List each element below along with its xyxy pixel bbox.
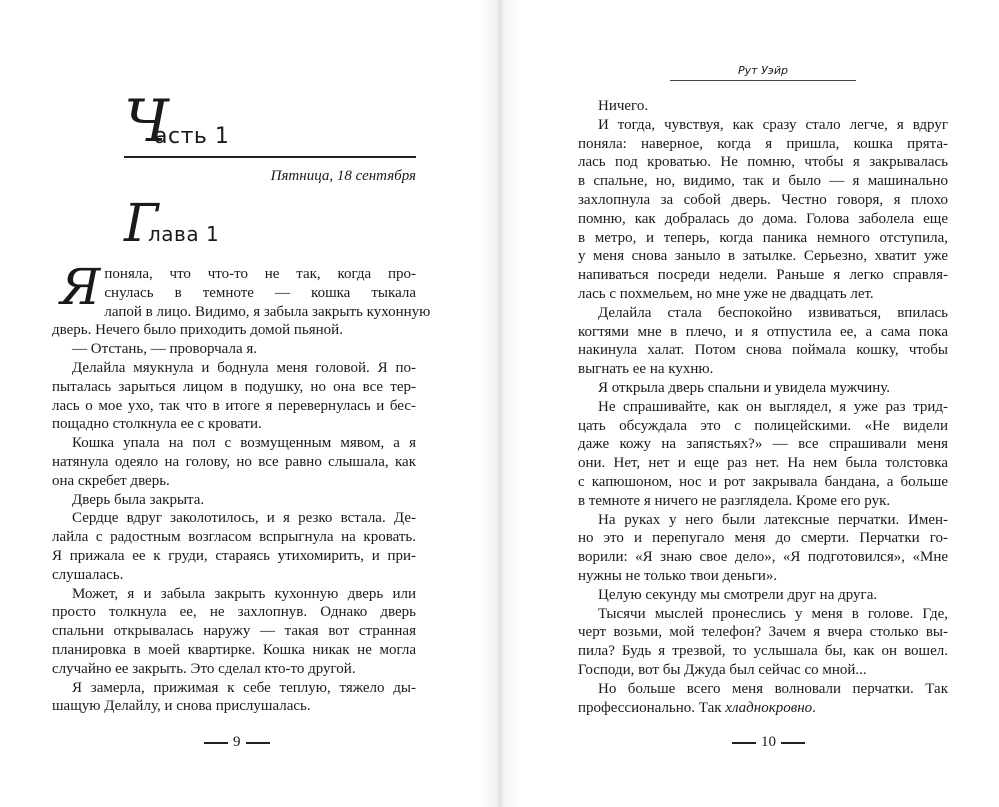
text-line: шащую Делайлу, и снова прислушалась. [52, 698, 311, 715]
text-line: натянула одеяло на голову, но все равно слышала, как [52, 453, 416, 470]
right-page-body [578, 97, 948, 717]
text-line: у меня снова заныло в затылке. Серьезно, хватит уже [578, 248, 948, 265]
text-line: Сердце вдруг заколотилось, и я резко встала. Де- [72, 510, 416, 527]
left-page [0, 0, 497, 807]
text-line: просто толкнула ее, не захлопнув. Однако дверь [52, 604, 416, 621]
text-line: Но больше всего меня волновали перчатки. Так [598, 680, 948, 697]
text-line: пощадно столкнула ее с кровати. [52, 416, 262, 433]
page-number-dash [781, 742, 805, 744]
text-line: лайла с радостным возгласом вспрыгнула на кровать. [52, 529, 416, 546]
left-page-lines [52, 303, 431, 717]
text-line: Кошка упала на пол с возмущенным мявом, а я [72, 435, 416, 452]
page-number-dash [246, 742, 270, 744]
drop-cap: Я [60, 258, 101, 316]
text-line: накинула халат. Потом снова поймала кошку, чтобы [578, 342, 948, 359]
text-line: Тысячи мыслей пронеслись у меня в голове. Где, [598, 605, 948, 622]
page-number-value: 10 [761, 734, 776, 750]
text-line: лапой в лицо. Видимо, я забыла закрыть кухонную [104, 303, 431, 320]
text-line: с капюшоном, нос и рот закрывала бандана, а больше [578, 473, 948, 490]
text-line: Не спрашивайте, как он выглядел, я уже раз трид- [598, 398, 948, 415]
text-line: в темноте я ничего не разглядела. Кроме его рук. [578, 492, 891, 509]
text-line: лась о мое ухо, так что в итоге я перевернулась и бес- [52, 397, 416, 414]
page-number-dash [204, 742, 228, 744]
chapter-title-text: лава 1 [148, 222, 220, 246]
text-line: — Отстань, — проворчала я. [72, 341, 258, 358]
text-line: пыталась зарыться лицом в подушку, но она все тер- [52, 378, 416, 395]
text-line: лась с похмельем, но мне уже не двадцать лет. [578, 285, 874, 302]
text-line: в метро, и теперь, когда паника немного отступила, [578, 229, 948, 246]
text-line: цать обсуждала это с полицейскими. «Не видели [578, 417, 948, 434]
page-number-dash [732, 742, 756, 744]
text-line: они. Нет, нет и еще раз нет. На нем была толстовка [578, 455, 948, 472]
text-line: помню, как добралась до дома. Голова заболела еще [578, 210, 948, 227]
text-line: Может, я и забыла закрыть кухонную дверь или [72, 585, 416, 602]
left-page-body [52, 258, 431, 716]
final-line-italic: хладнокровно [725, 699, 813, 716]
text-line: в спальне, но, видимо, так и было — я машинально [578, 173, 948, 190]
text-line: пила? Будь я трезвой, то услышала бы, как он вошел. [578, 643, 948, 660]
text-line: слушалась. [52, 566, 124, 583]
final-line-plain: профессионально. Так [578, 699, 726, 716]
text-line: поняла: наверное, когда я пришла, кошка прята- [578, 135, 948, 152]
text-line: планировка в моей квартирке. Кошка никак не могла [52, 641, 416, 658]
text-line: Делайла стала беспокойно извиваться, впилась [598, 304, 948, 321]
final-line-end: . [812, 699, 816, 716]
running-header: Рут Уэйр [670, 64, 856, 81]
page-number-right [732, 734, 805, 751]
text-line: Ничего. [598, 98, 649, 114]
text-line: Господи, вот бы Джуда был сейчас со мной... [578, 661, 867, 678]
text-line: выгнать ее на кухню. [578, 361, 714, 378]
page-number-left [204, 734, 270, 751]
text-line: ворили: «Я знаю свое дело», «Я подготовился», «Мне [578, 549, 948, 566]
text-line: лась под кроватью. Не помню, чтобы я закрывалась [578, 154, 948, 171]
text-line: случайно ее закрыть. Это сделал кто-то другой. [52, 660, 356, 677]
text-line: Я замерла, прижимая к себе теплую, тяжело ды- [72, 679, 416, 696]
chapter-title [124, 194, 416, 258]
text-line: снулась в темноте — кошка тыкала [104, 284, 416, 301]
text-line: напиваться посреди недели. Раньше я легко справля- [578, 267, 948, 284]
text-line: захлопнула за собой дверь. Честно говоря, я плохо [578, 191, 948, 208]
text-line: Дверь была закрыта. [72, 491, 205, 508]
text-line: она скребет дверь. [52, 472, 170, 489]
text-line: Целую секунду мы смотрели друг на друга. [598, 586, 878, 603]
text-line: поняла, что что-то не так, когда про- [104, 266, 416, 282]
text-line: На руках у него были латексные перчатки. Имен- [598, 511, 948, 528]
page-number-value: 9 [233, 734, 241, 750]
text-line: но это и перепугало меня до смерти. Перчатки го- [578, 530, 948, 547]
right-page-lines [578, 97, 948, 699]
text-line: когтями мне в плечо, и я отпустила ее, а сама пока [578, 323, 948, 340]
part-title-initial: Ч [124, 87, 169, 155]
text-line: даже кожу на запястьях?» — все спрашивали меня [578, 436, 948, 453]
text-line: спальни открывалась наружу — такая вот странная [52, 623, 416, 640]
text-line: нужны не только твои деньги». [578, 567, 778, 584]
part-title [124, 87, 416, 158]
text-line: дверь. Нечего было приходить домой пьяной. [52, 322, 343, 339]
text-line [578, 699, 948, 718]
text-line: Я прижала ее к груди, стараясь утихомирить, и при- [52, 547, 416, 564]
text-line: Я открыла дверь спальни и увидела мужчину. [598, 379, 891, 396]
chapter-date: Пятница, 18 сентября [270, 168, 416, 184]
part-title-text: асть 1 [154, 124, 230, 149]
text-line: Делайла мяукнула и боднула меня головой. Я по- [72, 359, 416, 376]
text-line: И тогда, чувствуя, как сразу стало легче, я вдруг [598, 116, 948, 133]
text-line: черт возьми, мой телефон? Зачем я вчера столько вы- [578, 624, 948, 641]
chapter-title-initial: Г [124, 194, 159, 254]
